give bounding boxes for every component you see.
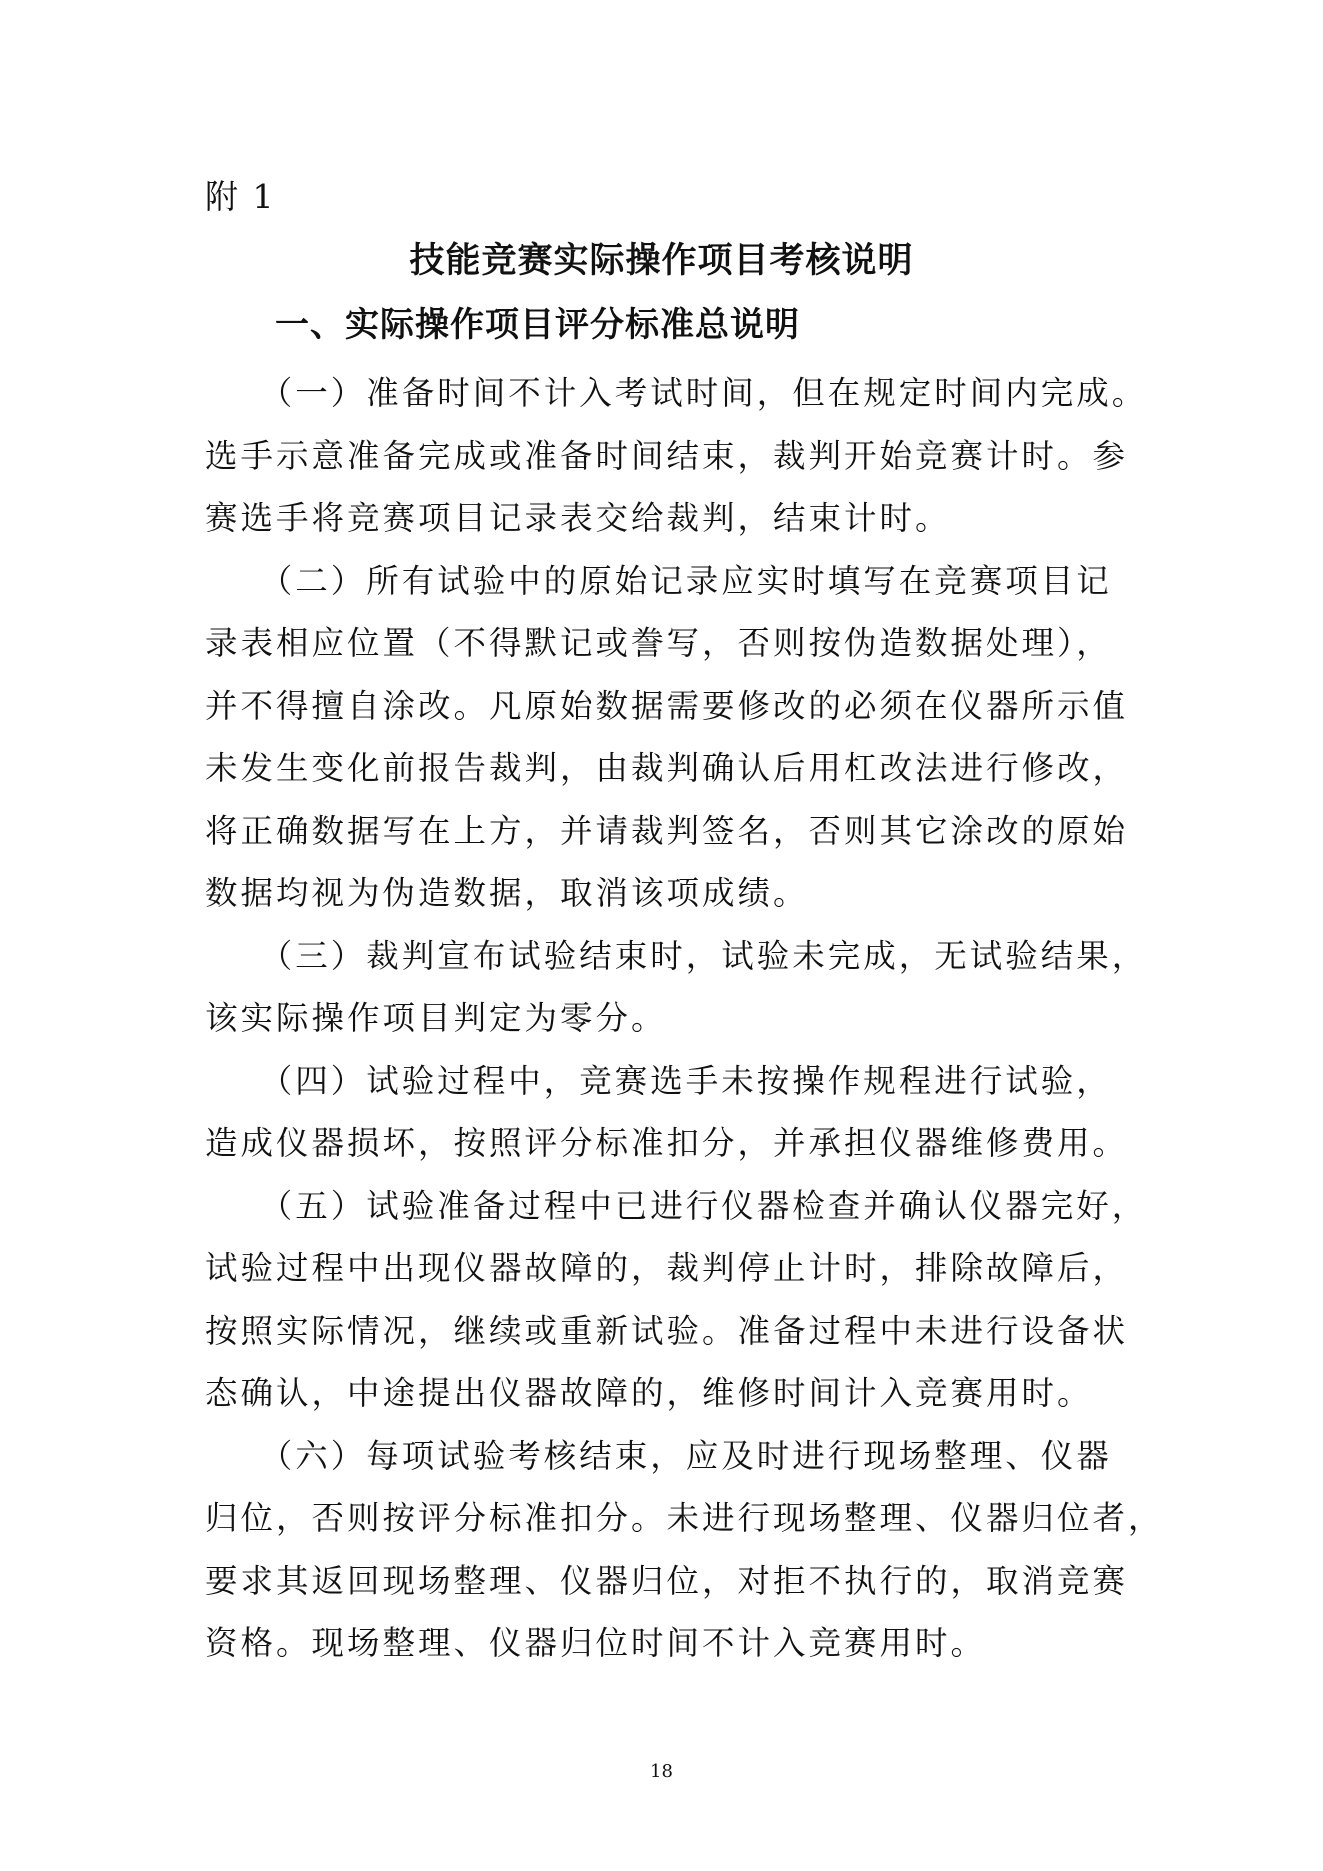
section-heading: 一、实际操作项目评分标准总说明 [275,305,800,345]
text-line: 选手示意准备完成或准备时间结束，裁判开始竞赛计时。参 [205,436,1129,475]
text-line: 归位，否则按评分标准扣分。未进行现场整理、仪器归位者， [205,1499,1164,1537]
text-line: 造成仪器损坏，按照评分标准扣分，并承担仪器维修费用。 [205,1124,1129,1162]
text-line: 按照实际情况，继续或重新试验。准备过程中未进行设备状 [205,1311,1129,1350]
document-title: 技能竞赛实际操作项目考核说明 [409,240,914,281]
text-line: 要求其返回现场整理、仪器归位，对拒不执行的，取消竞赛 [205,1561,1129,1600]
text-line: （二）所有试验中的原始记录应实时填写在竞赛项目记 [205,561,1112,600]
text-line: （一）准备时间不计入考试时间，但在规定时间内完成。 [205,374,1148,412]
text-line: （五）试验准备过程中已进行仪器检查并确认仪器完好， [205,1186,1148,1225]
text-line: 试验过程中出现仪器故障的，裁判停止计时，排除故障后， [205,1249,1129,1287]
text-line: 将正确数据写在上方，并请裁判签名，否则其它涂改的原始 [205,811,1129,850]
text-line: 态确认，中途提出仪器故障的，维修时间计入竞赛用时。 [205,1374,1093,1412]
text-line: 数据均视为伪造数据，取消该项成绩。 [205,874,809,912]
text-line: 资格。现场整理、仪器归位时间不计入竞赛用时。 [205,1624,987,1662]
body-text [205,362,1164,1675]
text-line: （六）每项试验考核结束，应及时进行现场整理、仪器 [205,1436,1112,1475]
text-line: 赛选手将竞赛项目记录表交给裁判，结束计时。 [205,499,951,537]
text-line: （四）试验过程中，竞赛选手未按操作规程进行试验， [205,1061,1112,1100]
text-line: 录表相应位置（不得默记或誊写，否则按伪造数据处理）， [205,624,1112,662]
page-number: 18 [650,1761,673,1782]
text-line: 未发生变化前报告裁判，由裁判确认后用杠改法进行修改， [205,749,1129,787]
text-line: （三）裁判宣布试验结束时，试验未完成，无试验结果， [205,936,1148,975]
text-line: 该实际操作项目判定为零分。 [205,999,667,1037]
attachment-label: 附 1 [205,177,276,216]
text-line: 并不得擅自涂改。凡原始数据需要修改的必须在仪器所示值 [205,686,1129,725]
